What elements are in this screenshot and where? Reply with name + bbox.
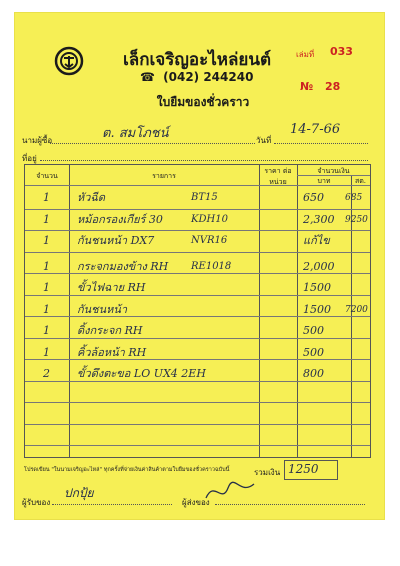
header-amount: จำนวนเงิน (317, 167, 350, 175)
row-amount: 1500 (303, 281, 331, 295)
row-line (25, 445, 370, 446)
row-qty: 1 (43, 212, 50, 226)
row-qty: 1 (43, 259, 50, 273)
row-note: 7200 (345, 304, 368, 315)
row-amount: แก้ไข (303, 234, 330, 247)
row-line (25, 209, 370, 210)
header-unit-price: ราคา ต่อหน่วย (264, 167, 292, 186)
row-item: ดิ้งกระจก RH (77, 324, 143, 338)
shop-name: เล็กเจริญอะไหล่ยนต์ (122, 50, 272, 70)
row-amount: 800 (303, 367, 324, 381)
book-number: 033 (330, 45, 353, 58)
date-line (274, 143, 368, 144)
header-item: รายการ (152, 172, 176, 180)
row-code: RE1018 (191, 260, 232, 272)
row-line (25, 402, 370, 403)
row-item: กระจกมองข้าง RH (77, 259, 169, 273)
date-value: 14-7-66 (290, 122, 341, 137)
total-label: รวมเงิน (254, 468, 281, 477)
row-line (25, 230, 370, 231)
row-qty: 1 (43, 345, 50, 359)
row-item: กันชนหน้า DX7 (77, 234, 155, 247)
row-amount: 1500 (303, 302, 331, 316)
row-qty: 1 (43, 324, 50, 338)
book-label: เล่มที่ (296, 50, 315, 59)
row-qty: 1 (43, 191, 50, 204)
receiver-label: ผู้ส่งของ (182, 498, 210, 507)
buyer-signature-label: ผู้รับของ (22, 498, 51, 507)
row-item: ขั้วไฟฉาย RH (77, 281, 146, 295)
serial-label: № (300, 80, 314, 93)
document-title: ใบยืมของชั่วคราว (156, 95, 250, 109)
address-line (40, 160, 368, 161)
buyer-signature: ปกปุ้ย (64, 486, 94, 500)
phone-row (140, 70, 260, 84)
items-table (24, 164, 371, 458)
row-qty: 1 (43, 302, 50, 316)
row-item: หม้อกรองเกียร์ 30 (77, 212, 163, 226)
row-amount: 2,000 (303, 259, 335, 273)
row-amount: 500 (303, 324, 324, 338)
customer-label: นามผู้ซื้อ (22, 136, 53, 145)
row-item: ขั้วดึงตะขอ LO UX4 2EH (77, 367, 206, 381)
row-line (25, 252, 370, 253)
buyer-signature-line (52, 504, 172, 505)
row-note: 9250 (345, 214, 368, 225)
row-note: 685 (345, 193, 363, 203)
phone-number: (042) 244240 (163, 70, 254, 84)
phone-icon: ☎ (140, 70, 155, 84)
row-code: NVR16 (191, 235, 228, 246)
row-qty: 2 (43, 367, 50, 381)
row-qty: 1 (43, 234, 50, 247)
row-amount: 650 (303, 191, 324, 204)
row-code: BT15 (191, 192, 218, 203)
customer-value: ต. สมโภชน์ (102, 126, 169, 141)
header-baht: บาท (317, 177, 331, 185)
row-item: กันชนหน้า (77, 302, 128, 316)
row-qty: 1 (43, 281, 50, 295)
row-amount: 500 (303, 345, 324, 359)
serial-number: 28 (325, 80, 341, 93)
customer-line (50, 143, 255, 144)
row-item: หัวฉีด (77, 191, 106, 204)
row-line (25, 424, 370, 425)
row-code: KDH10 (191, 213, 228, 225)
address-label: ที่อยู่ (22, 154, 37, 163)
row-amount: 2,300 (303, 212, 335, 226)
header-qty: จำนวน (36, 172, 58, 180)
date-label: วันที่ (256, 136, 272, 145)
total-value: 1250 (288, 462, 319, 476)
row-item: คิ้วล้อหน้า RH (77, 345, 147, 359)
footnote: โปรดเขียน "ในนามเจริญอะไหล่" ทุกครั้งที่จ่ายเงินค่าสินค้าตามใบยืมของชั่วคราวฉบับนี้ (24, 467, 230, 473)
header-satang: สต. (354, 177, 367, 185)
shop-logo (54, 46, 84, 76)
receiver-signature-scribble (200, 476, 260, 506)
